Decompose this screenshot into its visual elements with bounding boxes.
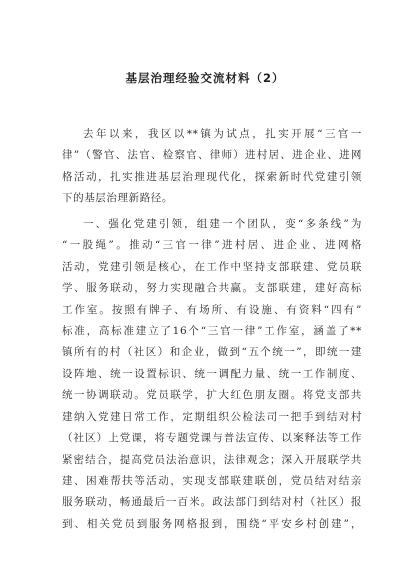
text-line: 工作室。按照有牌子、有场所、有设施、有资料“四有” bbox=[62, 303, 362, 316]
text-line: 设阵地、统一设置标识、统一调配力量、统一工作制度、 bbox=[62, 367, 362, 380]
text-line: 建纳入党建日常工作，定期组织公检法司一把手到结对村 bbox=[62, 410, 362, 423]
text-line: 律”（警官、法官、检察官、律师）进村居、进企业、进网 bbox=[62, 149, 362, 162]
text-line: 紧密结合，提高党员法治意识，法律观念；深入开展联学共 bbox=[62, 453, 362, 466]
text-line: 建、困难帮扶等活动，实现支部联建联创，党员结对结亲 bbox=[62, 475, 362, 487]
text-line: 格活动，扎实推进基层治理现代化，探索新时代党建引领 bbox=[62, 170, 362, 183]
text-line: 去年以来，我区以**镇为试点，扎实开展“三官一 bbox=[83, 128, 362, 140]
text-line: “一股绳”。推动“三官一律”进村居、进企业、进网格 bbox=[62, 239, 362, 252]
text-line: 服务联动，畅通最后一百米。政法部门到结对村（社区）报 bbox=[62, 496, 362, 509]
text-line: （社区）上党课，将专题党课与普法宣传、以案释法等工作 bbox=[62, 432, 362, 445]
text-line: 标准，高标准建立了16个“三官一律”工作室，涵盖了** bbox=[62, 324, 362, 337]
text-line: 一、强化党建引领，组建一个团队，变“多条线”为 bbox=[83, 217, 362, 230]
text-line: 统一协调联动。党员联学，扩大红色朋友圈。将党支部共 bbox=[62, 389, 362, 402]
text-line: 到、相关党员到服务网格报到，围绕“平安乡村创建”， bbox=[62, 517, 362, 530]
text-line: 下的基层治理新路径。 bbox=[62, 192, 173, 205]
text-line: 镇所有的村（社区）和企业，做到“五个统一”，即统一建 bbox=[62, 346, 362, 359]
document-body bbox=[62, 124, 362, 535]
document-title: 基层治理经验交流材料（2） bbox=[125, 71, 285, 85]
text-line: 活动，党建引领是核心，在工作中坚持支部联建、党员联 bbox=[62, 260, 362, 273]
text-line: 学、服务联动，努力实现融合共赢。支部联建，建好高标 bbox=[62, 282, 362, 295]
